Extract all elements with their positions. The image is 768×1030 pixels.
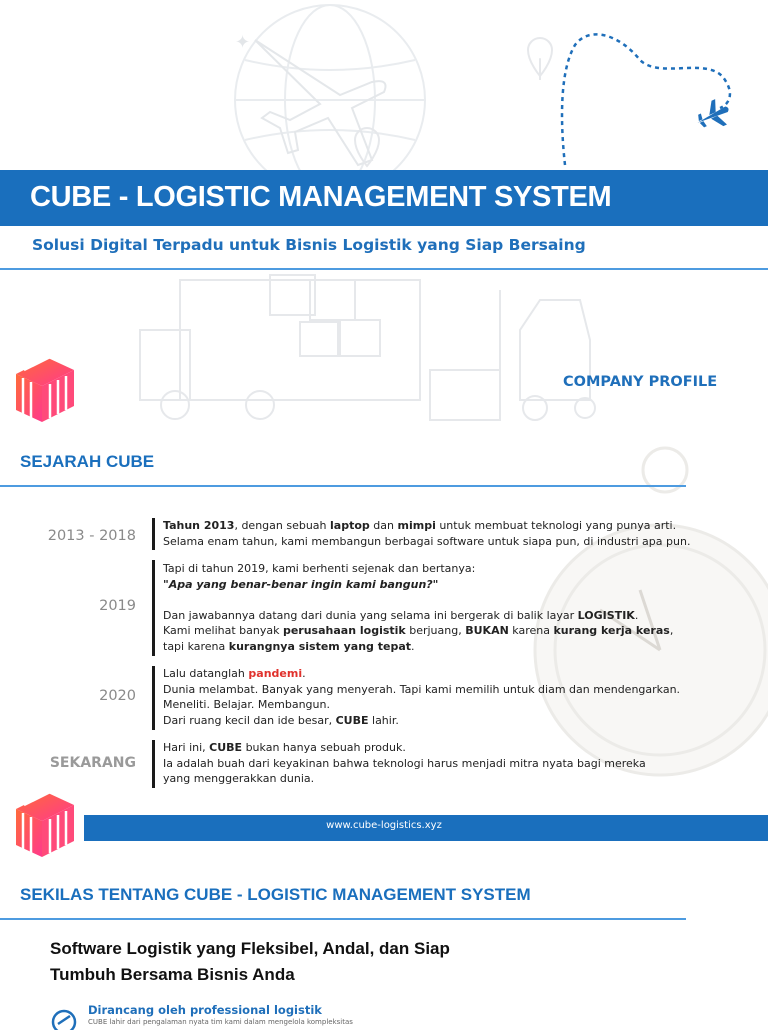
warehouse-illustration	[140, 275, 595, 420]
history-section-title: SEJARAH CUBE	[20, 452, 155, 471]
timeline-text: Hari ini, CUBE bukan hanya sebuah produk. Ia adalah buah dari keyakinan bahwa teknologi harus menjadi mitra nyata bagi mereka yang menggerakkan dunia.	[163, 741, 646, 785]
timeline-label: 2020	[99, 688, 136, 704]
cube-logo-icon	[14, 352, 76, 424]
svg-text:✦: ✦	[235, 32, 251, 53]
timeline-text: Tapi di tahun 2019, kami berhenti sejenak dan bertanya: "Apa yang benar-benar ingin kami bangun?" Dan jawabannya datang dari dunia yang selama ini bergerak di balik layar LOGISTIK. Kami melihat banyak perusahaan logistik berjuang, BUKAN karena kurang kerja keras, tapi karena kurangnya sistem yang tepat.	[163, 562, 674, 653]
timeline-text: Lalu datanglah pandemi. Dunia melambat. Banyak yang menyerah. Tapi kami memilih untuk diam dan mendengarkan. Meneliti. Belajar. Membangun. Dari ruang kecil dan ide besar, CUBE lahir.	[163, 667, 681, 727]
timeline-label: 2019	[99, 598, 136, 614]
divider	[0, 918, 686, 920]
about-section-title: SEKILAS TENTANG CUBE - LOGISTIC MANAGEMENT SYSTEM	[20, 885, 531, 904]
feature-description: CUBE lahir dari pengalaman nyata tim kami dalam mengelola kompleksitas	[88, 1018, 353, 1026]
professional-icon	[50, 1006, 78, 1030]
divider	[0, 485, 686, 487]
airplane-outline-icon	[255, 40, 386, 165]
flight-path	[562, 34, 730, 165]
company-profile-label: COMPANY PROFILE	[563, 374, 718, 390]
website-link[interactable]: www.cube-logistics.xyz	[326, 820, 442, 831]
globe-illustration	[235, 5, 425, 195]
timeline-label: 2013 - 2018	[47, 528, 136, 544]
timeline-bar	[152, 518, 155, 550]
divider	[0, 268, 768, 270]
timeline-bar	[152, 666, 155, 730]
timeline-bar	[152, 560, 155, 656]
timeline-text: Tahun 2013, dengan sebuah laptop dan mimpi untuk membuat teknologi yang punya arti. Selama enam tahun, kami membangun berbagai software untuk siapa pun, di industri apa pun.	[163, 519, 691, 548]
timeline-bar	[152, 740, 155, 788]
page-title: CUBE - LOGISTIC MANAGEMENT SYSTEM	[30, 181, 612, 213]
timeline-label: SEKARANG	[49, 755, 136, 771]
about-headline: Software Logistik yang Fleksibel, Andal, dan Siap Tumbuh Bersama Bisnis Anda	[50, 939, 450, 984]
map-pin-icon	[355, 38, 552, 166]
feature-title: Dirancang oleh professional logistik	[88, 1003, 322, 1017]
page-subtitle: Solusi Digital Terpadu untuk Bisnis Logistik yang Siap Bersaing	[32, 236, 586, 254]
